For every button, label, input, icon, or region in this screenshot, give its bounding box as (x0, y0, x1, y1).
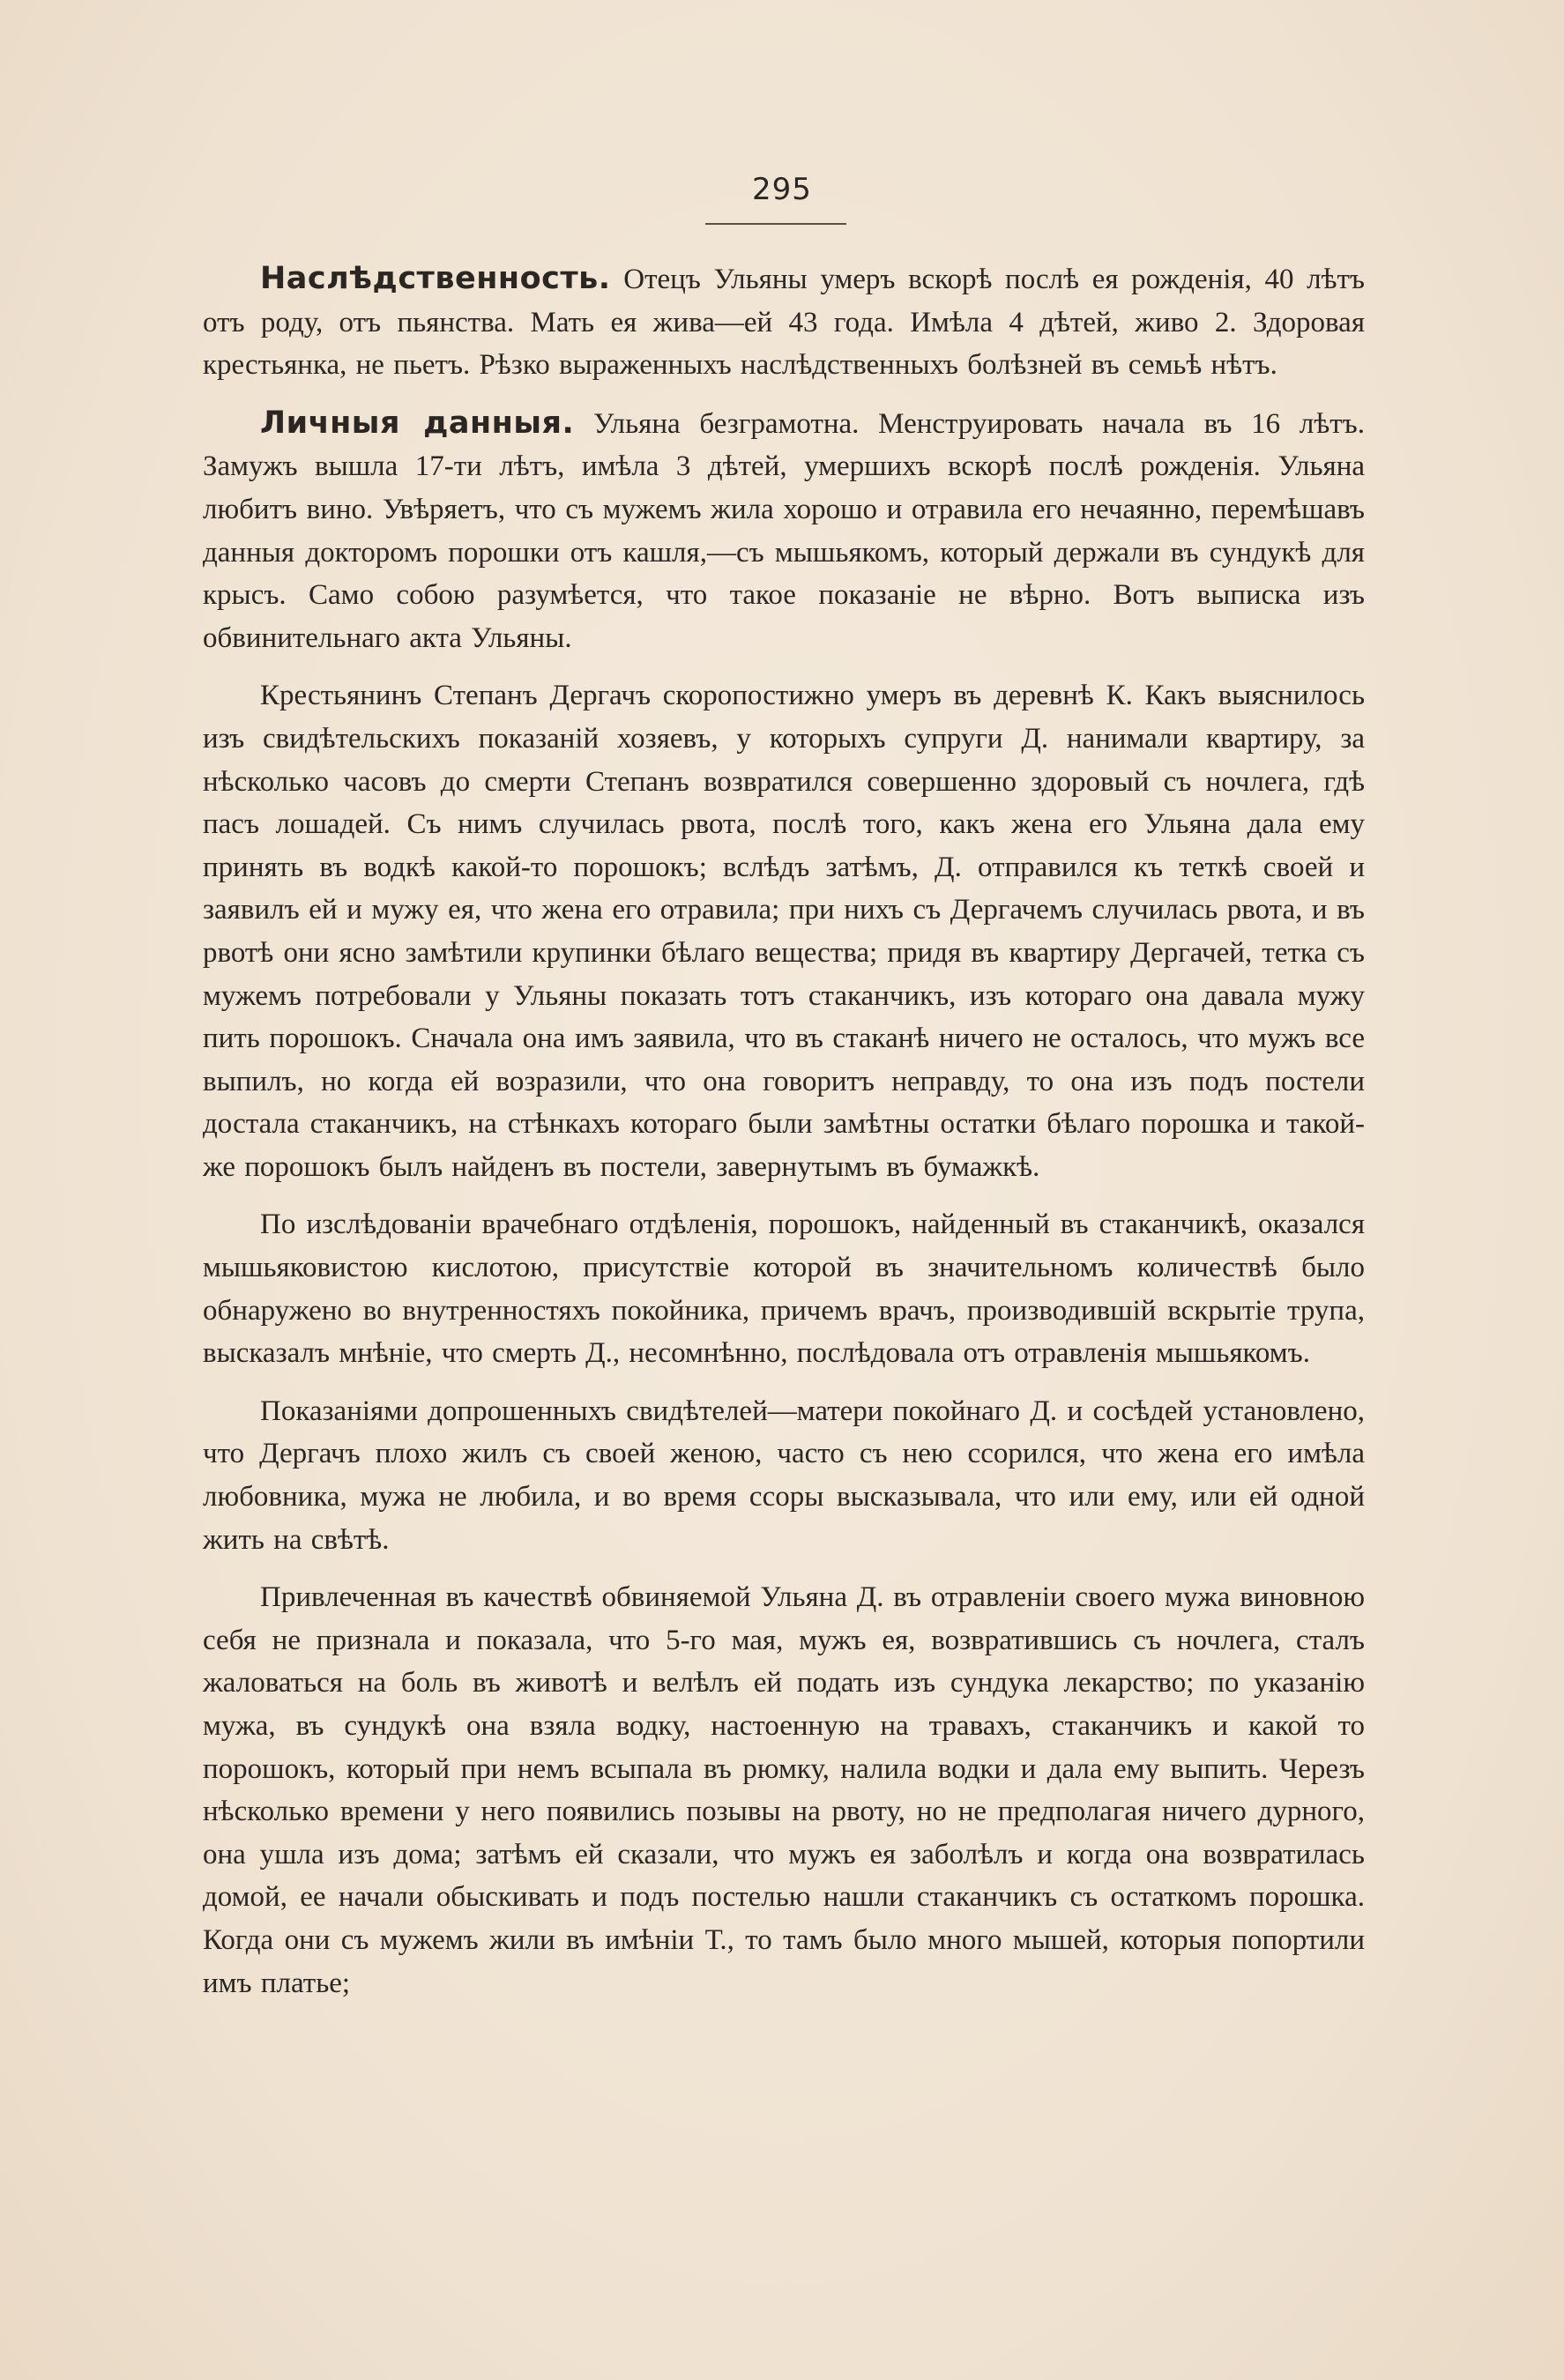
personal-data-heading: Личныя данныя. (260, 405, 575, 441)
page-number: 295 (752, 172, 812, 207)
indictment-paragraph-2: По изслѣдованіи врачебнаго отдѣленія, порошокъ, найденный въ стаканчикѣ, оказался мышьяковистою кислотою, присутствіе которой въ значительномъ количествѣ было обнаружено во внутренностяхъ покойника, причемъ врачъ, производившій вскрытіе трупа, высказалъ мнѣніе, что смерть Д., несомнѣнно, послѣдовала отъ отравленія мышьякомъ. (203, 1209, 1365, 1370)
body-text (203, 257, 1365, 2019)
personal-data-text: Ульяна безграмотна. Менструировать начала въ 16 лѣтъ. Замужъ вышла 17-ти лѣтъ, имѣла 3 дѣтей, умершихъ вскорѣ послѣ рожденія. Ульяна любитъ вино. Увѣряетъ, что съ мужемъ жила хорошо и отравила его нечаянно, перемѣшавъ данныя докторомъ порошки отъ кашля,—съ мышьякомъ, который держали въ сундукѣ для крысъ. Само собою разумѣется, что такое показаніе не вѣрно. Вотъ выписка изъ обвинительнаго акта Ульяны. (203, 407, 1365, 654)
personal-data-paragraph (203, 402, 1365, 660)
indictment-paragraph-4: Привлеченная въ качествѣ обвиняемой Ульяна Д. въ отравленіи своего мужа виновною себя не признала и показала, что 5-го мая, мужъ ея, возвратившись съ ночлега, сталъ жаловаться на боль въ животѣ и велѣлъ ей подать изъ сундука лекарство; по указанію мужа, въ сундукѣ она взяла водку, настоенную на травахъ, стаканчикъ и какой то порошокъ, который при немъ всыпала въ рюмку, налила водки и дала ему выпить. Черезъ нѣсколько времени у него появились позывы на рвоту, но не предполагая ничего дурного, она ушла изъ дома; затѣмъ ей сказали, что мужъ ея заболѣлъ и когда она возвратилась домой, ее начали обыскивать и подъ постелью нашли стаканчикъ съ остаткомъ порошка. Когда они съ мужемъ жили въ имѣніи Т., то тамъ было много мышей, которыя попортили имъ платье; (203, 1581, 1365, 1999)
indictment-paragraph-1: Крестьянинъ Степанъ Дергачъ скоропостижно умеръ въ деревнѣ К. Какъ выяснилось изъ свидѣтельскихъ показаній хозяевъ, у которыхъ супруги Д. нанимали квартиру, за нѣсколько часовъ до смерти Степанъ возвратился совершенно здоровый съ ночлега, гдѣ пасъ лошадей. Съ нимъ случилась рвота, послѣ того, какъ жена его Ульяна дала ему принять въ водкѣ какой-то порошокъ; вслѣдъ затѣмъ, Д. отправился къ теткѣ своей и заявилъ ей и мужу ея, что жена его отравила; при нихъ съ Дергачемъ случилась рвота, и въ рвотѣ они ясно замѣтили крупинки бѣлаго вещества; придя въ квартиру Дергачей, тетка съ мужемъ потребовали у Ульяны показать тотъ стаканчикъ, изъ котораго она давала мужу пить порошокъ. Сначала она имъ заявила, что въ стаканѣ ничего не осталось, что мужъ все выпилъ, но когда ей возразили, что она говоритъ неправду, то она изъ подъ постели достала стаканчикъ, на стѣнкахъ котораго были замѣтны остатки бѣлаго порошка и такой-же порошокъ былъ найденъ въ постели, завернутымъ въ бумажкѣ. (203, 680, 1365, 1183)
page-number-rule (705, 223, 846, 225)
heredity-text: Отецъ Ульяны умеръ вскорѣ послѣ ея рожденія, 40 лѣтъ отъ роду, отъ пьянства. Мать ея жива—ей 43 года. Имѣла 4 дѣтей, живо 2. Здоровая крестьянка, не пьетъ. Рѣзко выраженныхъ наслѣдственныхъ болѣзней въ семьѣ нѣтъ. (203, 264, 1365, 382)
heredity-heading: Наслѣдственность. (260, 261, 611, 296)
heredity-paragraph (203, 257, 1365, 387)
indictment-paragraph-3: Показаніями допрошенныхъ свидѣтелей—матери покойнаго Д. и сосѣдей установлено, что Дергачъ плохо жилъ съ своей женою, часто съ нею ссорился, что жена его имѣла любовника, мужа не любила, и во время ссоры высказывала, что или ему, или ей одной жить на свѣтѣ. (203, 1395, 1365, 1556)
